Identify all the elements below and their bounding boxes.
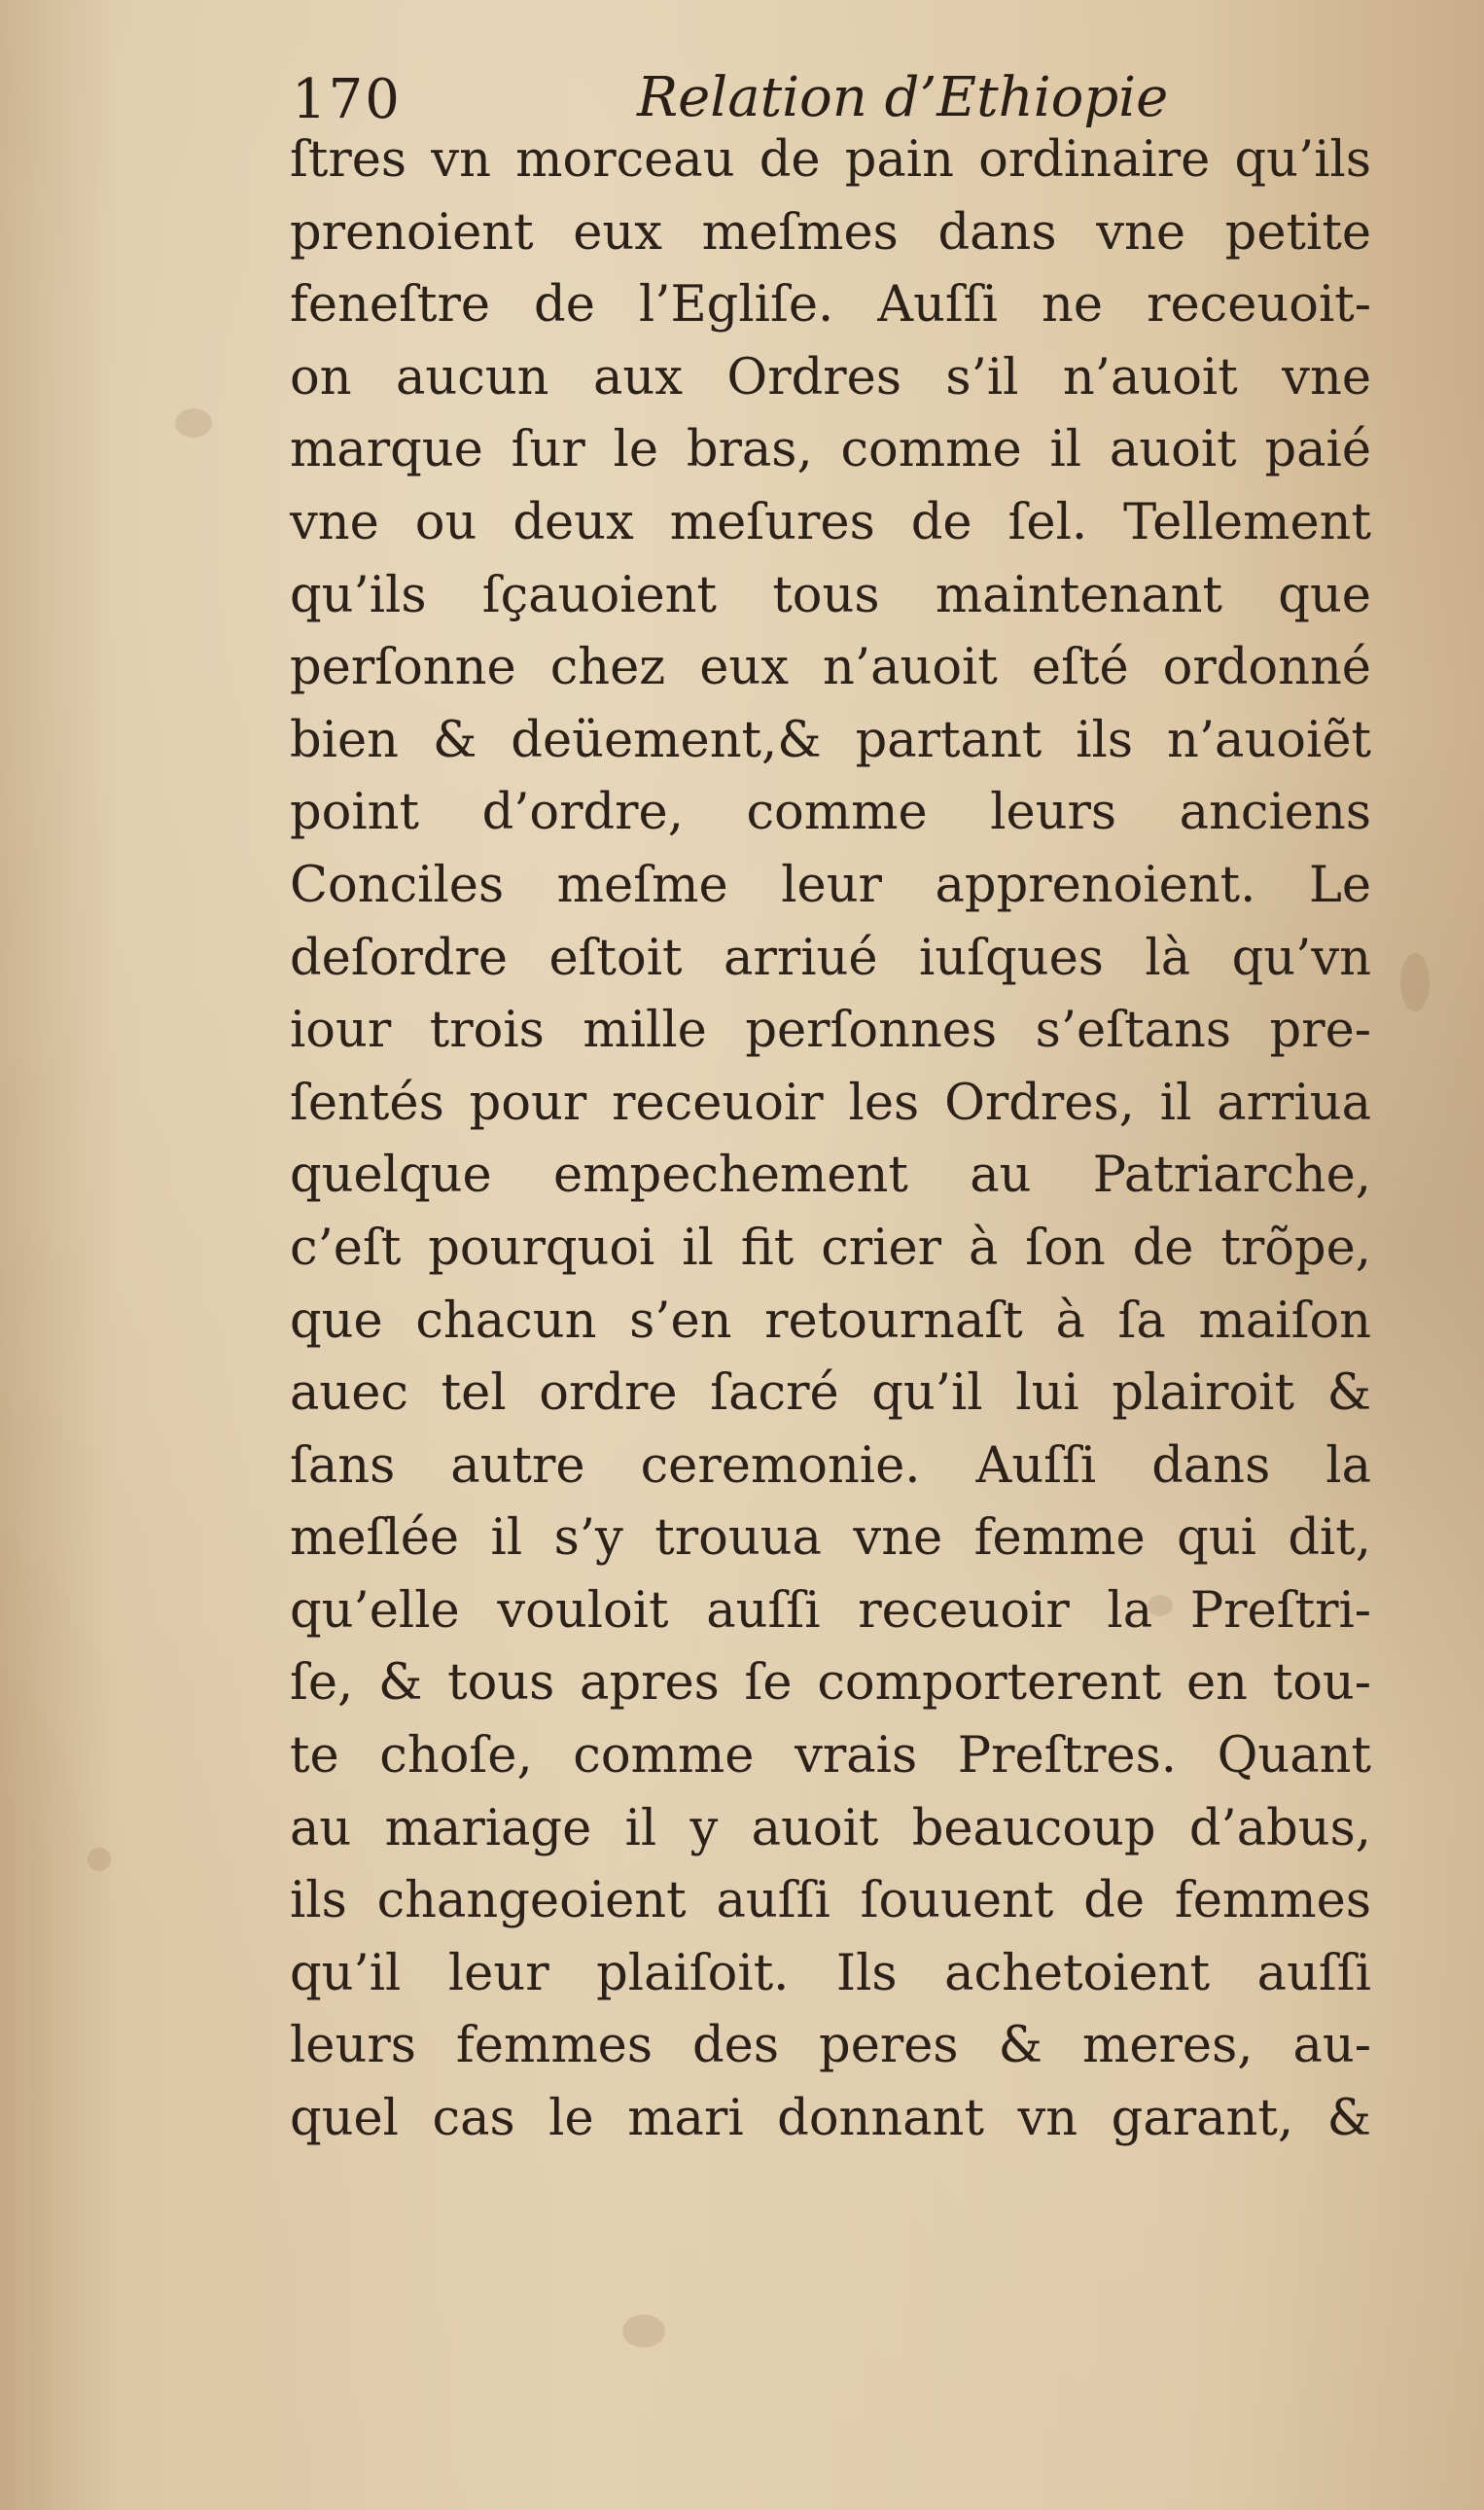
text-line: prenoient eux meſmes dans vne petite <box>290 203 1371 262</box>
text-line: leurs femmes des peres & meres, au- <box>290 2017 1371 2075</box>
text-line: ſentés pour receuoir les Ordres, il arriua <box>290 1074 1371 1132</box>
text-line: auec tel ordre ſacré qu’il lui plairoit & <box>290 1364 1371 1423</box>
text-line: que chacun s’en retournaſt à ſa maiſon <box>290 1291 1371 1350</box>
text-line: ſtres vn morceau de pain ordinaire qu’ils <box>290 131 1371 189</box>
paper-stain <box>1400 953 1430 1011</box>
text-line: qu’ils ſçauoient tous maintenant que <box>290 566 1371 624</box>
page-number: 170 <box>292 68 402 131</box>
paper-stain <box>622 2315 665 2348</box>
text-line: quelque empechement au Patriarche, <box>290 1147 1371 1205</box>
text-line: meſlée il s’y trouua vne femme qui dit, <box>290 1509 1371 1568</box>
text-line: au mariage il y auoit beaucoup d’abus, <box>290 1799 1371 1857</box>
paper-stain <box>88 1848 111 1871</box>
text-line: qu’il leur plaiſoit. Ils achetoient auſſi <box>290 1944 1371 2002</box>
text-line: te choſe, comme vrais Preſtres. Quant <box>290 1727 1371 1785</box>
text-line: c’eſt pourquoi il fit crier à ſon de trõpe, <box>290 1219 1371 1277</box>
text-line: marque ſur le bras, comme il auoit paié <box>290 421 1371 479</box>
text-line: bien & deüement,& partant ils n’auoiẽt <box>290 711 1371 769</box>
text-line: qu’elle vouloit auſſi receuoir la Preſtri- <box>290 1581 1371 1640</box>
text-line: ils changeoient auſſi ſouuent de femmes <box>290 1872 1371 1930</box>
body-text <box>290 124 1371 2156</box>
text-line: quel cas le mari donnant vn garant, & <box>290 2090 1371 2148</box>
text-line: deſordre eſtoit arriué iuſques là qu’vn <box>290 929 1371 987</box>
text-line: ſans autre ceremonie. Auſſi dans la <box>290 1436 1371 1495</box>
text-line: vne ou deux meſures de ſel. Tellement <box>290 493 1371 551</box>
text-line: on aucun aux Ordres s’il n’auoit vne <box>290 348 1371 407</box>
text-line: Conciles meſme leur apprenoient. Le <box>290 856 1371 914</box>
text-line: point d’ordre, comme leurs anciens <box>290 784 1371 842</box>
text-line: ſe, & tous apres ſe comporterent en tou- <box>290 1654 1371 1713</box>
running-title: Relation d’Ethiopie <box>637 66 1169 129</box>
text-line: iour trois mille perſonnes s’eſtans pre- <box>290 1002 1371 1060</box>
paper-stain <box>175 408 212 438</box>
text-line: feneſtre de l’Egliſe. Auſſi ne receuoit- <box>290 276 1371 335</box>
text-line: perſonne chez eux n’auoit eſté ordonné <box>290 639 1371 697</box>
